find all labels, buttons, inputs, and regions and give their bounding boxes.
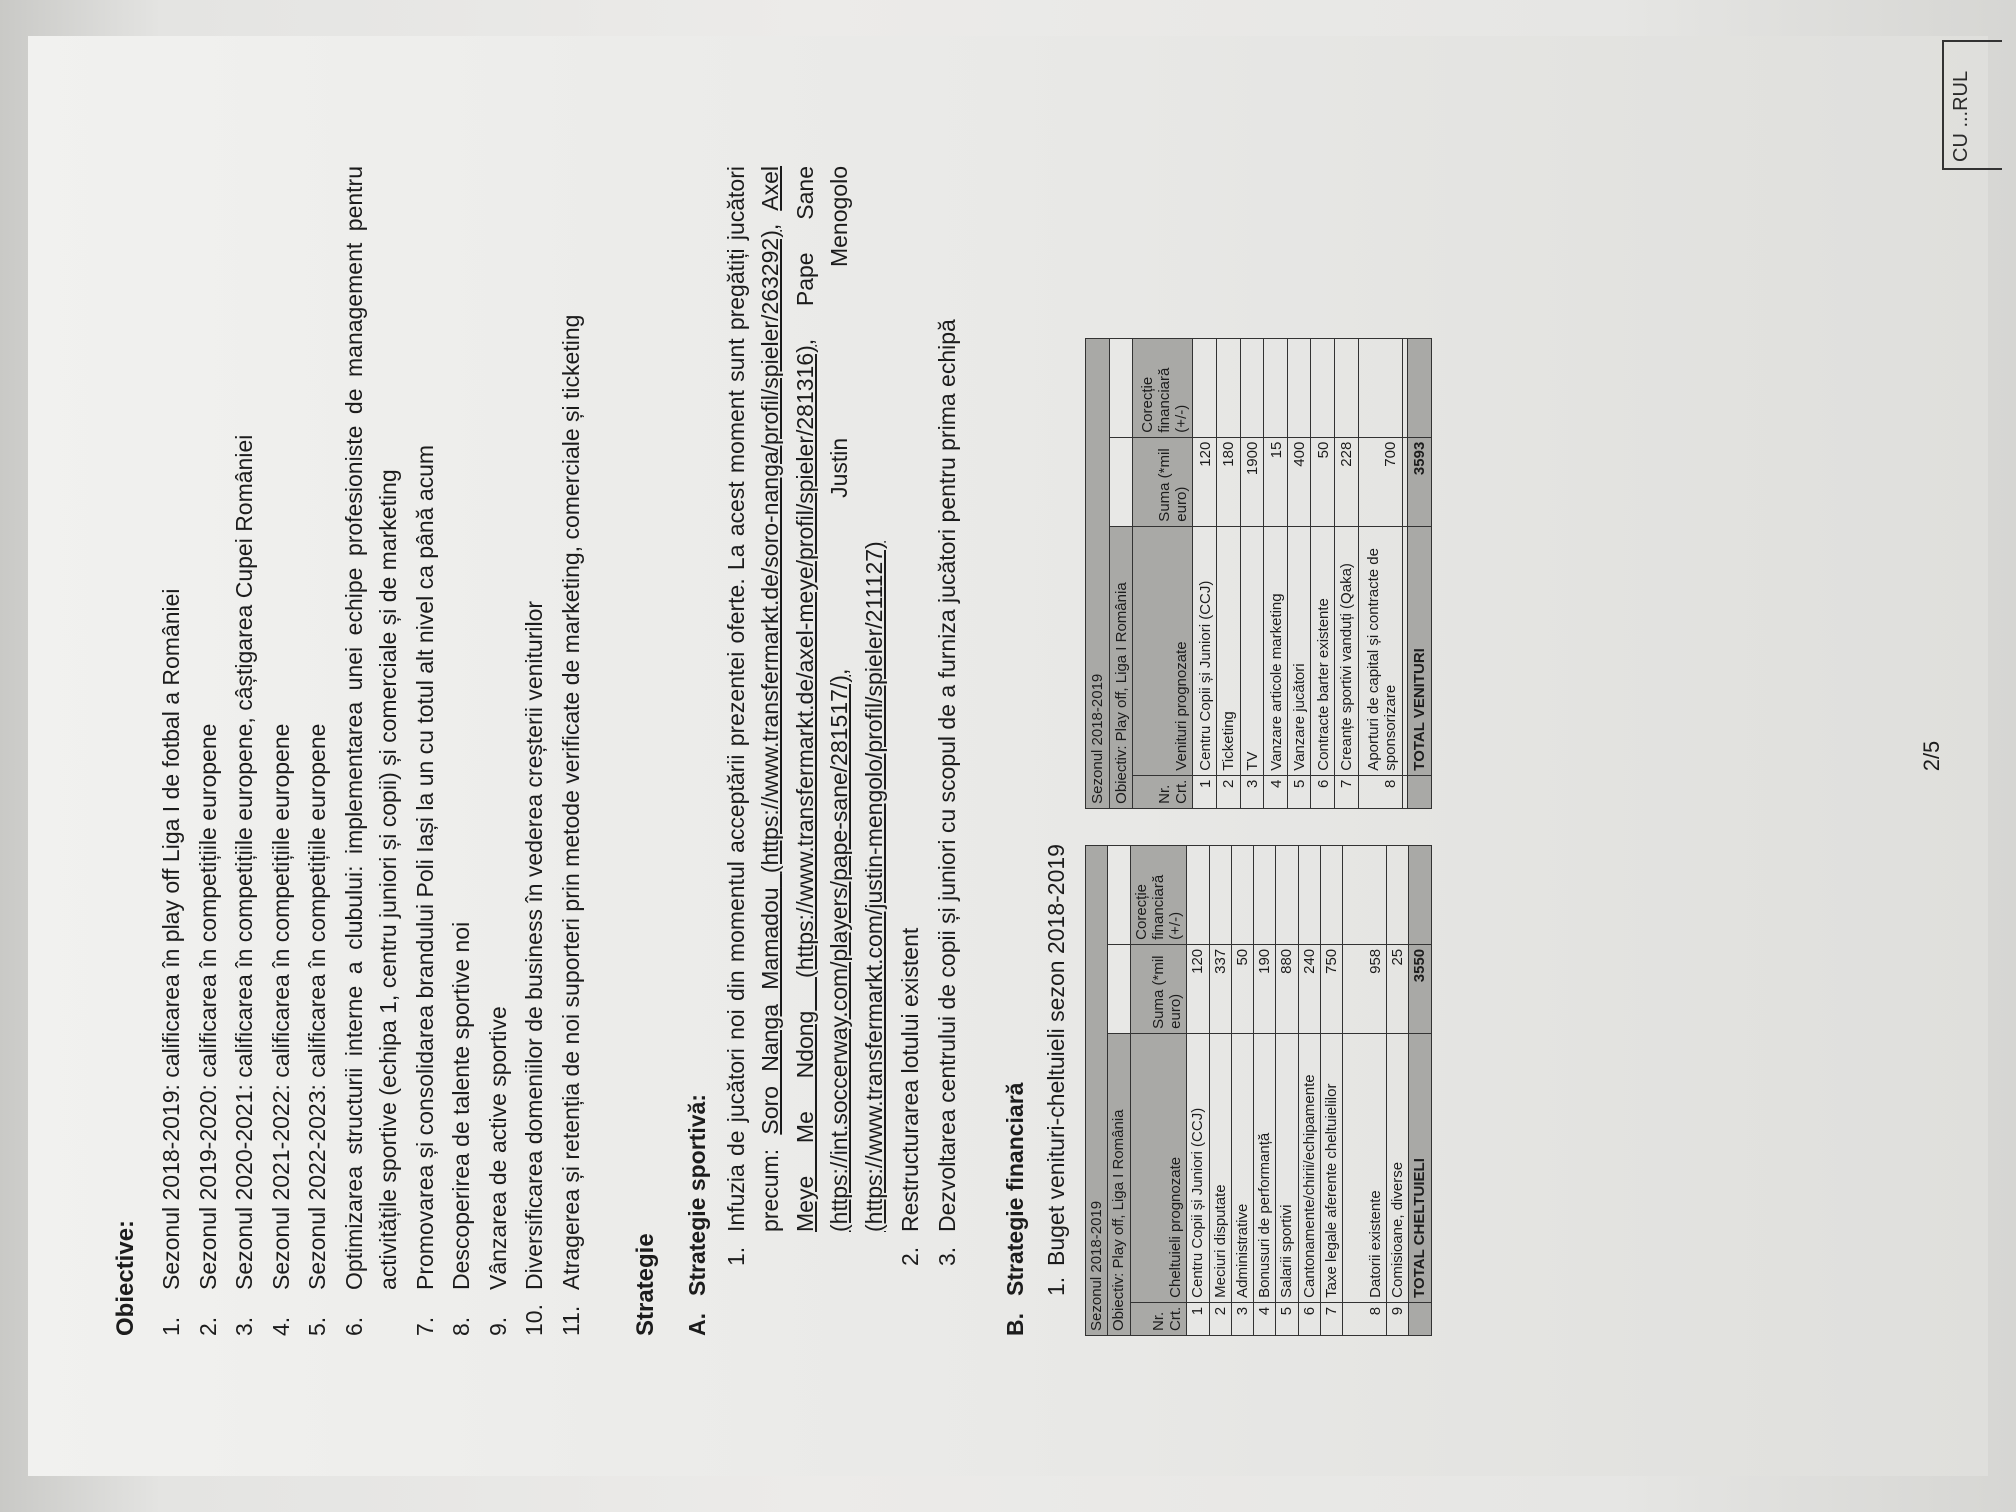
table-row: 8 Datorii existente 958: [1343, 845, 1387, 1335]
total-row: TOTAL CHELTUIELI 3550: [1409, 845, 1431, 1335]
table-row: 5 Vanzare jucători 400: [1287, 338, 1311, 808]
strategy-item: 3.Dezvoltarea centrului de copii și juniori cu scopul de a furniza jucători pentru prima echipă: [933, 319, 960, 1266]
table-row: 4 Vanzare articole marketing 15: [1264, 338, 1288, 808]
sport-strategy-heading: A.Strategie sportivă:: [684, 1094, 710, 1336]
objective-item: 6.Optimizarea structurii interne a clubului: implementarea unei echipe profesioniste de management pentru activitățile sportive (echipa 1, centru juniori și copii) și comerciale și de marketing: [340, 166, 401, 1336]
strategy-item: 2.Restructurarea lotului existent: [897, 927, 923, 1266]
objective-item: 9.Vânzarea de active sportive: [484, 1006, 511, 1336]
objectives-heading: Obiective:: [112, 1219, 139, 1336]
col-sum: Suma (*mil euro): [1130, 944, 1187, 1033]
page-number: 2/5: [1919, 740, 1944, 772]
col-nr: Nr. Crt.: [1133, 775, 1193, 808]
table-row: 2 Ticketing 180: [1216, 338, 1240, 808]
objectives-list: [154, 166, 588, 1336]
col-name: Cheltuieli prognozate: [1130, 1033, 1187, 1302]
col-name: Venituri prognozate: [1133, 526, 1193, 775]
expenses-objective: Obiectiv: Play off, Liga I România: [1108, 1033, 1130, 1335]
strategy-title: Strategie: [632, 1233, 659, 1336]
objective-item: 5.Sezonul 2022-2023: calificarea în competițiile europene: [304, 723, 330, 1336]
objective-item: 2.Sezonul 2019-2020: calificarea în competițiile europene: [194, 723, 221, 1336]
table-row: 5 Salarii sportivi 880: [1276, 845, 1298, 1335]
budget-title: 1.Buget venituri-cheltuieli sezon 2018-2019: [1042, 844, 1069, 1296]
objective-item: 8.Descoperirea de talente sportive noi: [448, 921, 474, 1336]
player-link[interactable]: (https://int.soccerway.com/players/pape-sane/281517/): [826, 675, 852, 1232]
strategy-item: 1.Infuzia de jucători noi din momentul acceptării prezentei oferte. La acest moment sunt pregătiți jucători precum: Soro Nanga Mamadou (https://www.transfermarkt.de/soro-nanga/profil/spieler/263292), Axel Meye Me Ndong (https://www.transfermarkt.de/axel-meye/profil/spieler/281316), Pape Sane (https://int.soccerway.com/players/pape-sane/281517/), Justin Menogolo (https://www.transfermarkt.com/justin-mengolo/profil/spieler/211127): [722, 165, 887, 1266]
budget-tables: [1085, 166, 1432, 1336]
expenses-table: [1085, 845, 1432, 1336]
table-row: 8 Aporturi de capital și contracte de sponsorizare 700: [1358, 338, 1402, 808]
col-sum: Suma (*mil euro): [1133, 437, 1193, 526]
table-row: 2 Meciuri disputate 337: [1209, 845, 1231, 1335]
objective-item: 11.Atragerea și retenția de noi suporteri prin metode verificate de marketing, comerciale și ticketing: [557, 314, 584, 1336]
table-row: 1 Centru Copii și Juniori (CCJ) 120: [1193, 338, 1217, 808]
table-row: 3 Administrative 50: [1231, 845, 1253, 1335]
finance-strategy-heading: B.Strategie financiară: [1002, 1082, 1028, 1336]
objective-item: 1.Sezonul 2018-2019: calificarea în play off Liga I de fotbal a României: [158, 588, 184, 1336]
sport-strategy-list: [719, 166, 965, 1296]
total-row: TOTAL VENITURI 3593: [1407, 338, 1431, 808]
objective-item: 10.Diversificarea domeniilor de business în vederea creșterii veniturilor: [521, 600, 547, 1336]
table-row: 7 Creanțe sportivi vanduți (Qaka) 228: [1334, 338, 1358, 808]
player-link[interactable]: Axel Meye Me Ndong (https://www.transfermarkt.de/axel-meye/profil/spieler/281316): [757, 165, 818, 1232]
objective-item: 7.Promovarea și consolidarea brandului Poli Iași la un cu totul alt nivel ca până acum: [411, 444, 438, 1336]
stamp: CU ...RUL: [1942, 40, 2002, 170]
table-row: 6 Cantonamente/chirii/echipamente 240: [1298, 845, 1320, 1335]
document-page: [28, 36, 1988, 1476]
player-link[interactable]: Soro Nanga Mamadou (https://www.transfermarkt.de/soro-nanga/profil/spieler/263292): [757, 230, 783, 1135]
revenue-table: [1085, 338, 1432, 809]
table-row: 4 Bonusuri de performanță 190: [1254, 845, 1276, 1335]
revenue-objective: Obiectiv: Play off, Liga I România: [1109, 526, 1133, 808]
col-corr: Corecție financiară (+/-): [1133, 338, 1193, 437]
table-row: 7 Taxe legale aferente cheltuielilor 750: [1320, 845, 1342, 1335]
table-row: 3 TV 1900: [1240, 338, 1264, 808]
revenue-season: Sezonul 2018-2019: [1086, 338, 1110, 808]
col-nr: Nr. Crt.: [1130, 1302, 1187, 1335]
table-row: 1 Centru Copii și Juniori (CCJ) 120: [1187, 845, 1209, 1335]
col-corr: Corecție financiară (+/-): [1130, 845, 1187, 944]
objective-item: 3.Sezonul 2020-2021: calificarea în competițiile europene, câștigarea Cupei României: [231, 434, 257, 1336]
table-row: 9 Comisioane, diverse 25: [1387, 845, 1409, 1335]
player-link[interactable]: (https://www.transfermarkt.com/justin-mengolo/profil/spieler/211127): [860, 541, 887, 1232]
expenses-season: Sezonul 2018-2019: [1086, 845, 1108, 1335]
objective-item: 4.Sezonul 2021-2022: calificarea în competițiile europene: [267, 723, 294, 1336]
table-row: 6 Contracte barter existente 50: [1311, 338, 1335, 808]
